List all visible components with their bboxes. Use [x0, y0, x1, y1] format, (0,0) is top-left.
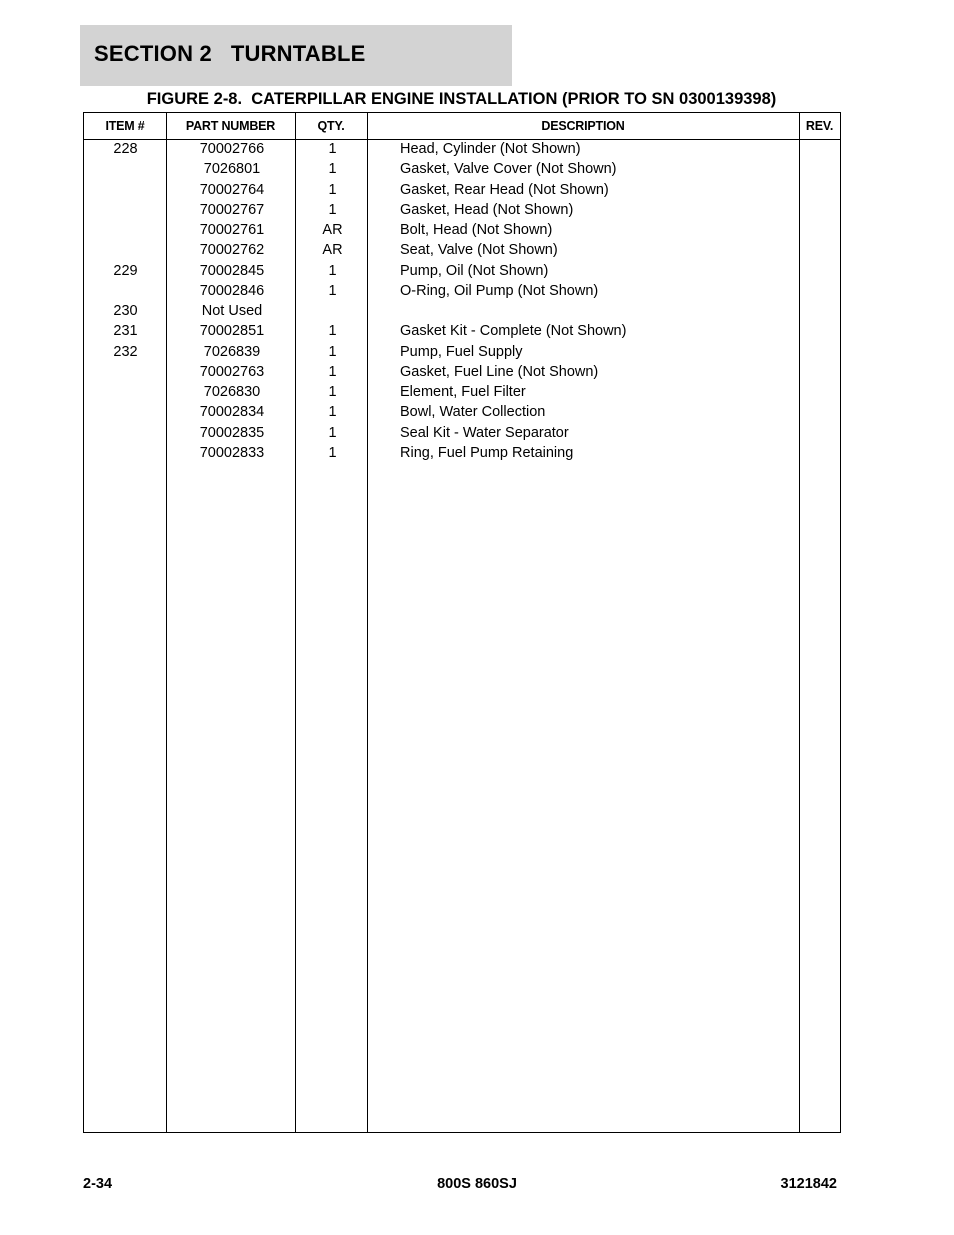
description-cell: Pump, Oil (Not Shown) [400, 262, 549, 279]
part-number-cell: 7026839 [203, 343, 261, 360]
item-cell [84, 159, 167, 179]
table-row [84, 261, 840, 281]
part-number-cell: 7026801 [203, 161, 261, 178]
document-number: 3121842 [780, 1176, 837, 1192]
rev-cell [800, 301, 841, 321]
item-cell [84, 180, 167, 200]
item-cell [84, 362, 167, 382]
table-row [84, 139, 840, 159]
table-row [84, 443, 840, 463]
table-row [84, 200, 840, 220]
page-number: 2-34 [83, 1176, 113, 1192]
description-cell: Ring, Fuel Pump Retaining [400, 444, 574, 461]
qty-cell: 1 [328, 404, 337, 421]
figure-title: FIGURE 2-8. CATERPILLAR ENGINE INSTALLATION (PRIOR TO SN 0300139398) [146, 90, 777, 108]
rev-cell [800, 240, 841, 260]
qty-cell: 1 [328, 161, 337, 178]
table-row [84, 301, 840, 321]
part-number-cell: 70002762 [199, 242, 265, 259]
rev-cell [800, 423, 841, 443]
part-number-cell: 7026830 [203, 384, 261, 400]
part-number-cell: 70002834 [199, 404, 265, 421]
qty-cell: 1 [328, 343, 337, 360]
item-cell: 232 [113, 343, 138, 360]
table-row [84, 402, 840, 422]
item-cell: 231 [113, 323, 138, 340]
part-number-cell: 70002833 [199, 444, 265, 461]
table-row [84, 220, 840, 240]
section-banner [80, 25, 512, 86]
qty-cell: 1 [328, 181, 337, 198]
item-cell [84, 281, 167, 301]
description-cell: Bowl, Water Collection [400, 404, 546, 421]
item-cell [84, 443, 167, 463]
item-cell [84, 402, 167, 422]
part-number-cell: 70002764 [199, 181, 265, 198]
part-number-cell: 70002835 [199, 424, 265, 441]
description-cell: O-Ring, Oil Pump (Not Shown) [400, 282, 599, 299]
qty-cell: 1 [328, 141, 337, 157]
description-cell: Element, Fuel Filter [400, 384, 526, 400]
rev-cell [800, 159, 841, 179]
qty-cell: 1 [328, 323, 337, 340]
part-number-cell: 70002761 [199, 222, 265, 238]
rev-cell [800, 180, 841, 200]
section-title: SECTION 2 TURNTABLE [94, 41, 366, 66]
part-number-cell: 70002763 [199, 363, 265, 380]
model-name: 800S 860SJ [437, 1176, 517, 1192]
table-row [84, 240, 840, 260]
header-qty: QTY. [317, 119, 345, 133]
part-number-cell: 70002846 [199, 282, 265, 299]
description-cell: Head, Cylinder (Not Shown) [400, 141, 581, 157]
part-number-cell: 70002845 [199, 262, 265, 279]
item-cell [84, 200, 167, 220]
qty-cell [297, 301, 368, 321]
rev-cell [800, 443, 841, 463]
description-cell: Pump, Fuel Supply [400, 343, 523, 360]
rev-cell [800, 402, 841, 422]
header-rev: REV. [805, 119, 834, 133]
qty-cell: 1 [328, 444, 337, 461]
parts-table [83, 112, 841, 1133]
item-cell: 229 [113, 262, 138, 279]
description-cell: Seal Kit - Water Separator [400, 424, 569, 441]
item-cell [84, 423, 167, 443]
qty-cell: AR [322, 242, 343, 259]
description-cell: Gasket, Fuel Line (Not Shown) [400, 363, 599, 380]
qty-cell: 1 [328, 424, 337, 441]
rev-cell [800, 321, 841, 341]
table-row [84, 423, 840, 443]
item-cell [84, 382, 167, 402]
description-cell [400, 301, 800, 321]
description-cell: Seat, Valve (Not Shown) [400, 242, 558, 259]
rev-cell [800, 139, 841, 159]
table-row [84, 321, 840, 341]
part-number-cell: 70002766 [199, 141, 265, 157]
rev-cell [800, 362, 841, 382]
table-row [84, 382, 840, 402]
qty-cell: 1 [328, 282, 337, 299]
item-cell: 230 [113, 303, 138, 319]
part-number-cell: Not Used [201, 303, 263, 319]
qty-cell: 1 [328, 262, 337, 279]
header-part-number: PART NUMBER [185, 119, 276, 133]
description-cell: Gasket, Rear Head (Not Shown) [400, 181, 609, 198]
table-body [84, 139, 840, 463]
rev-cell [800, 281, 841, 301]
table-row [84, 342, 840, 362]
rev-cell [800, 342, 841, 362]
rev-cell [800, 200, 841, 220]
header-item: ITEM # [105, 119, 145, 133]
qty-cell: AR [322, 222, 343, 238]
item-cell [84, 220, 167, 240]
description-cell: Gasket, Head (Not Shown) [400, 201, 574, 218]
table-row [84, 362, 840, 382]
description-cell: Gasket, Valve Cover (Not Shown) [400, 161, 617, 178]
item-cell [84, 240, 167, 260]
qty-cell: 1 [328, 201, 337, 218]
item-cell: 228 [113, 141, 138, 157]
header-description: DESCRIPTION [541, 119, 625, 133]
part-number-cell: 70002767 [199, 201, 265, 218]
description-cell: Gasket Kit - Complete (Not Shown) [400, 323, 627, 340]
part-number-cell: 70002851 [199, 323, 265, 340]
description-cell: Bolt, Head (Not Shown) [400, 222, 553, 238]
rev-cell [800, 261, 841, 281]
table-row [84, 281, 840, 301]
rev-cell [800, 382, 841, 402]
qty-cell: 1 [328, 363, 337, 380]
table-row [84, 180, 840, 200]
qty-cell: 1 [328, 384, 337, 400]
table-row [84, 159, 840, 179]
rev-cell [800, 220, 841, 240]
